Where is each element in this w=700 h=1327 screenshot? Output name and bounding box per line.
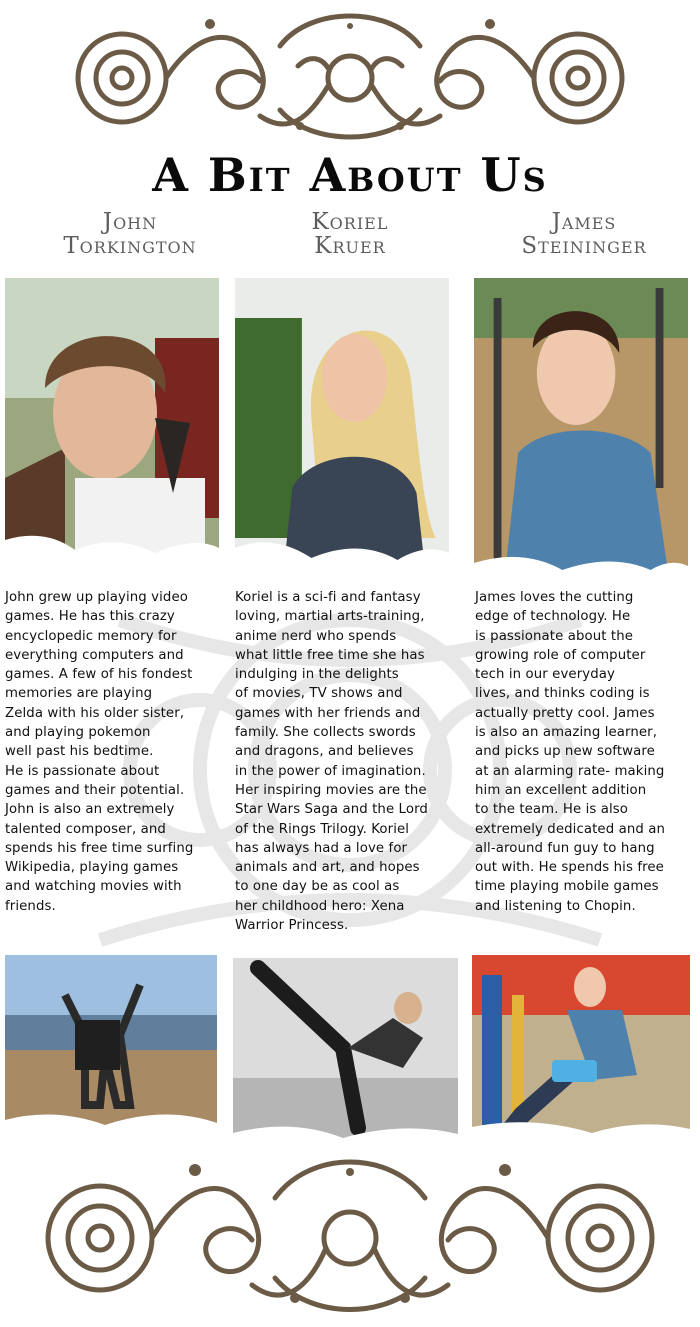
koriel-kick-photo: [233, 958, 458, 1150]
member-name-james: [470, 210, 698, 258]
member-name-last: Torkington: [63, 233, 197, 259]
member-name-john: [16, 210, 244, 258]
member-name-first: James: [551, 209, 617, 235]
member-name-last: Steininger: [521, 233, 647, 259]
john-beach-photo: [5, 955, 217, 1140]
member-name-first: Koriel: [311, 209, 389, 235]
john-portrait-photo: [5, 278, 219, 570]
page-title: A Bit About Us: [152, 148, 548, 202]
john-bio: John grew up playing video games. He has this crazy encyclopedic memory for everything computers and games. A few of his fondest memories are playing Zelda with his older sister, and playing pokemon well past his bedtime. He is passionate about games and their potential. John is also an extremely talented composer, and spends his free time surfing Wikipedia, playing games and watching movies with friends.: [5, 590, 194, 914]
member-name-koriel: [236, 210, 464, 258]
james-swing-photo: [472, 955, 690, 1143]
james-bio: James loves the cutting edge of technology. He is passionate about the growing role of computer tech in our everyday lives, and thinks coding is actually pretty cool. James is also an amazing learner, and picks up new software at an alarming rate- making him an excellent addition to the team. He is also extremely dedicated and an all-around fun guy to hang out with. He spends his free time playing mobile games and listening to Chopin.: [475, 590, 666, 914]
koriel-bio: Koriel is a sci-fi and fantasy loving, martial arts-training, anime nerd who spends what little free time she has indulging in the delights of movies, TV shows and games with her friends and family. She collects swords and dragons, and believes in the power of imagination. Her inspiring movies are the Star Wars Saga and the Lord of the Rings Trilogy. Koriel has always had a love for animals and art, and hopes to one day be as cool as her childhood hero: Xena Warrior Princess.: [235, 590, 428, 934]
member-name-first: John: [102, 209, 158, 235]
koriel-portrait-photo: [235, 278, 449, 578]
james-portrait-photo: [474, 278, 688, 588]
bottom-ornament: [30, 1150, 670, 1320]
member-name-last: Kruer: [314, 233, 386, 259]
top-ornament: [60, 6, 640, 146]
